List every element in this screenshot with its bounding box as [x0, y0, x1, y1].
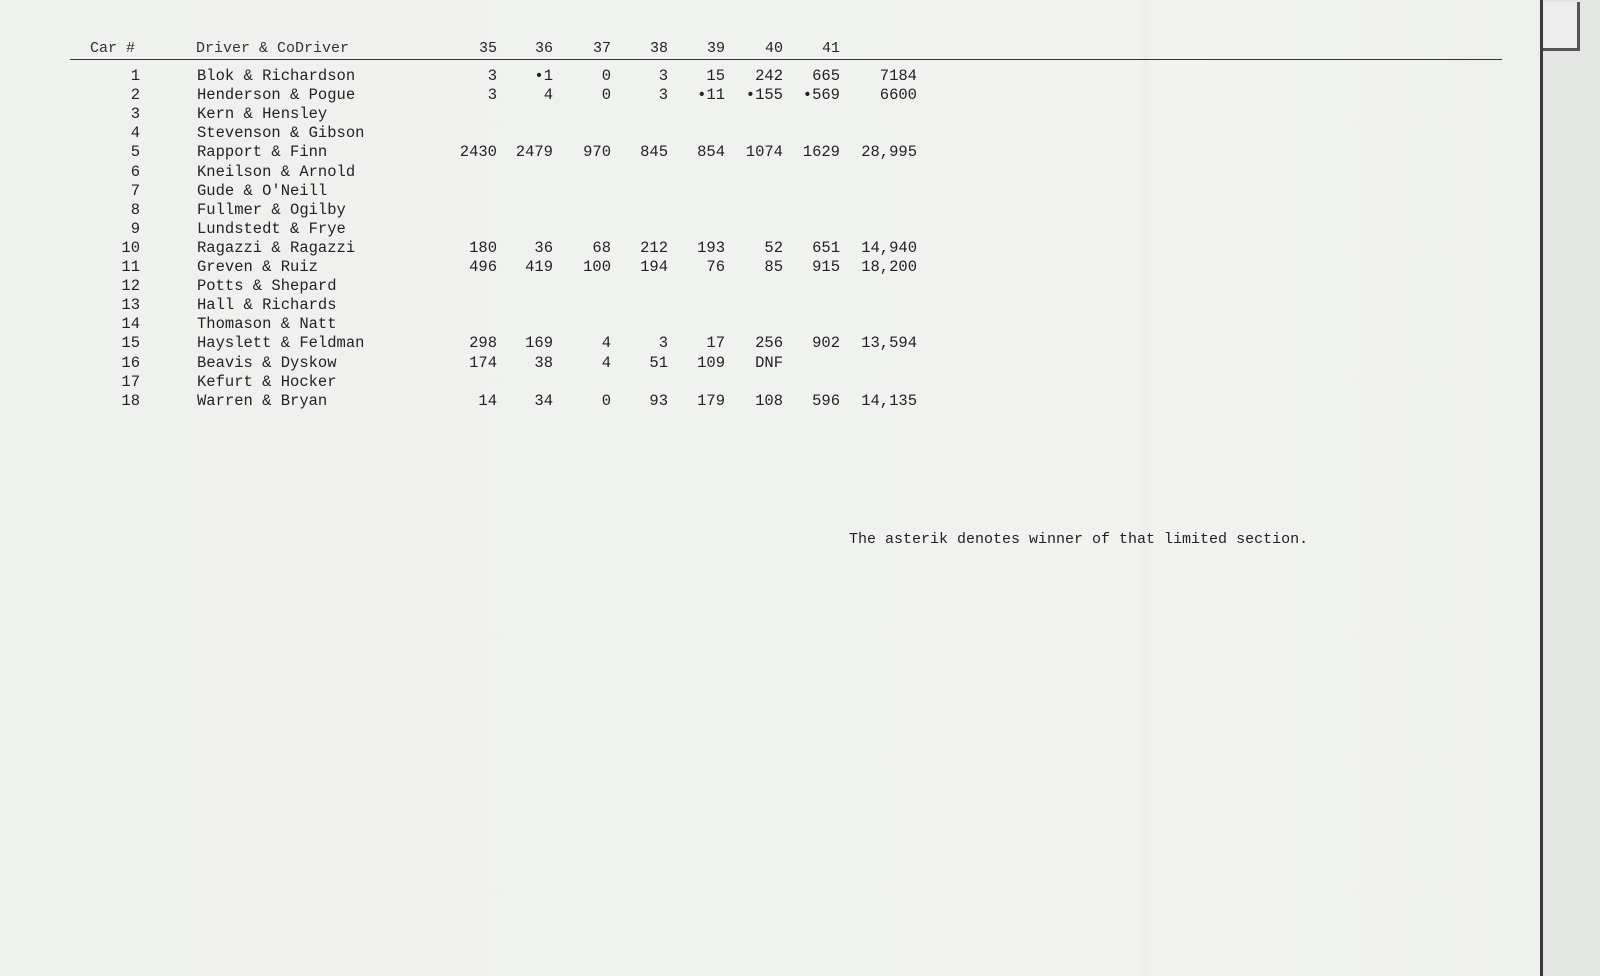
section-cell: 2430	[459, 143, 497, 162]
section-cell: 169	[525, 334, 553, 353]
section-cell: 256	[755, 334, 783, 353]
section-cell: 14	[478, 391, 497, 410]
section-cell: 3	[658, 86, 668, 105]
driver-name: Lundstedt & Frye	[197, 219, 346, 238]
driver-name: Hall & Richards	[197, 296, 337, 315]
total-cell: 18,200	[861, 258, 917, 276]
section-cell: 3	[487, 67, 497, 85]
binder-clip	[1543, 2, 1580, 51]
section-cell: 0	[601, 67, 611, 85]
header-driver: Driver & CoDriver	[196, 40, 350, 57]
total-cell: 14,135	[861, 391, 917, 410]
section-cell: 3	[487, 86, 497, 105]
section-cell: 51	[649, 353, 668, 372]
section-cell: 0	[601, 391, 611, 410]
total-cell: 13,594	[861, 334, 917, 353]
section-cell: 68	[592, 238, 611, 257]
section-cell: 15	[706, 67, 725, 85]
section-cell: 4	[601, 353, 611, 372]
total-cell: 14,940	[861, 238, 917, 257]
section-cell: 3	[658, 334, 668, 353]
section-cell: 845	[640, 143, 668, 162]
section-cell: 93	[649, 391, 668, 410]
section-cell: 36	[534, 238, 553, 257]
driver-name: Henderson & Pogue	[197, 86, 356, 105]
section-header-36: 36	[534, 40, 553, 57]
section-cell: 2479	[515, 143, 553, 162]
section-cell: 0	[601, 86, 611, 105]
section-cell: 180	[469, 238, 497, 257]
section-cell: DNF	[755, 353, 783, 372]
section-cell: 179	[697, 391, 725, 410]
section-cell: 4	[601, 334, 611, 353]
driver-name: Gude & O'Neill	[197, 181, 328, 200]
section-cell: 52	[764, 238, 783, 257]
total-cell: 7184	[879, 67, 917, 85]
section-cell: 1629	[802, 143, 840, 162]
section-header-40: 40	[764, 40, 783, 57]
section-cell: 109	[697, 353, 725, 372]
section-cell: 242	[755, 67, 783, 85]
car-number: 16	[121, 353, 140, 372]
driver-name: Kern & Hensley	[197, 105, 328, 124]
section-header-39: 39	[706, 40, 725, 57]
car-number: 10	[121, 238, 140, 257]
section-cell: 100	[583, 258, 611, 276]
section-cell: 212	[640, 238, 668, 257]
section-cell: •1	[534, 67, 553, 85]
section-cell: 193	[697, 238, 725, 257]
driver-name: Kefurt & Hocker	[197, 372, 337, 391]
section-cell: 17	[706, 334, 725, 353]
section-cell: 902	[812, 334, 840, 353]
driver-name: Ragazzi & Ragazzi	[197, 238, 356, 257]
car-number: 2	[130, 86, 140, 105]
car-number: 5	[130, 143, 140, 162]
section-cell: 496	[469, 258, 497, 276]
section-cell: 298	[469, 334, 497, 353]
section-cell: 1074	[745, 143, 783, 162]
section-cell: •155	[745, 86, 783, 105]
section-cell: •569	[802, 86, 840, 105]
section-cell: 596	[812, 391, 840, 410]
section-header-41: 41	[821, 40, 840, 57]
driver-name: Beavis & Dyskow	[197, 353, 337, 372]
section-cell: 38	[534, 353, 553, 372]
header-car: Car #	[90, 40, 136, 57]
section-cell: 3	[658, 67, 668, 85]
header-rule	[70, 59, 1502, 60]
section-cell: 4	[543, 86, 553, 105]
page-edge	[1540, 0, 1600, 976]
driver-name: Greven & Ruiz	[197, 258, 318, 276]
driver-name: Hayslett & Feldman	[197, 334, 365, 353]
car-number: 13	[121, 296, 140, 315]
car-number: 12	[121, 277, 140, 296]
driver-name: Warren & Bryan	[197, 391, 328, 410]
section-cell: 651	[812, 238, 840, 257]
car-number: 9	[130, 219, 140, 238]
section-cell: 665	[812, 67, 840, 85]
driver-name: Thomason & Natt	[197, 315, 337, 334]
section-header-37: 37	[592, 40, 611, 57]
section-header-38: 38	[649, 40, 668, 57]
driver-name: Rapport & Finn	[197, 143, 328, 162]
section-cell: 76	[706, 258, 725, 276]
car-number: 8	[130, 200, 140, 219]
section-header-35: 35	[478, 40, 497, 57]
section-cell: •11	[697, 86, 725, 105]
driver-name: Stevenson & Gibson	[197, 124, 365, 143]
car-number: 18	[121, 391, 140, 410]
section-cell: 854	[697, 143, 725, 162]
driver-name: Kneilson & Arnold	[197, 162, 356, 181]
driver-name: Fullmer & Ogilby	[197, 200, 346, 219]
car-number: 3	[130, 105, 140, 124]
car-number: 15	[121, 334, 140, 353]
section-cell: 419	[525, 258, 553, 276]
car-number: 14	[121, 315, 140, 334]
section-cell: 970	[583, 143, 611, 162]
section-cell: 85	[764, 258, 783, 276]
car-number: 6	[130, 162, 140, 181]
car-number: 17	[121, 372, 140, 391]
footnote: The asterik denotes winner of that limited section.	[849, 531, 1309, 548]
driver-name: Potts & Shepard	[197, 277, 337, 296]
section-cell: 915	[812, 258, 840, 276]
car-number: 11	[121, 258, 140, 276]
section-cell: 34	[534, 391, 553, 410]
section-cell: 108	[755, 391, 783, 410]
car-number: 1	[130, 67, 140, 85]
driver-name: Blok & Richardson	[197, 67, 356, 85]
section-cell: 194	[640, 258, 668, 276]
car-number: 7	[130, 181, 140, 200]
section-cell: 174	[469, 353, 497, 372]
total-cell: 28,995	[861, 143, 917, 162]
car-number: 4	[130, 124, 140, 143]
total-cell: 6600	[879, 86, 917, 105]
